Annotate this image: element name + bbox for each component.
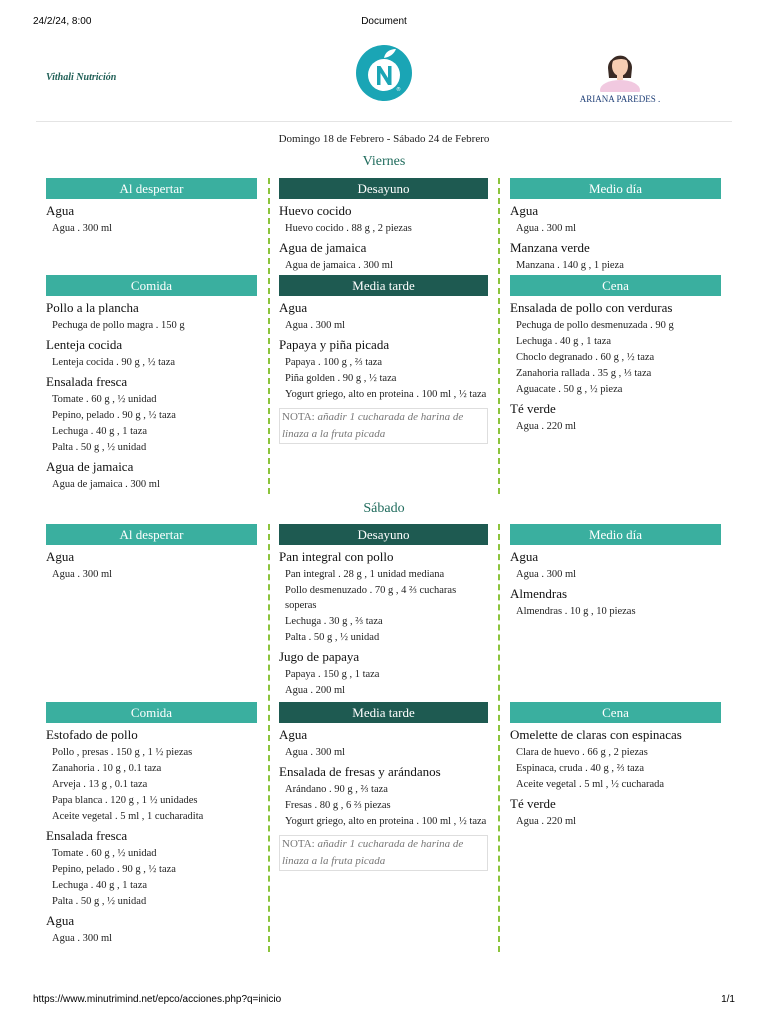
date-range: Domingo 18 de Febrero - Sábado 24 de Febrero — [278, 133, 490, 145]
ingredient: Aguacate . 50 g , ½ pieza — [516, 384, 623, 395]
user-profile[interactable] — [570, 44, 670, 104]
ingredient: Lenteja cocida . 90 g , ½ taza — [52, 357, 176, 368]
food-name: Jugo de papaya — [279, 649, 360, 664]
print-title: Document — [361, 16, 407, 27]
ingredient: Papaya . 150 g , 1 taza — [285, 669, 380, 680]
print-url: https://www.minutrimind.net/epco/acciones.php?q=inicio — [33, 994, 282, 1005]
food-name: Ensalada fresca — [46, 828, 128, 843]
meal-header: Medio día — [510, 178, 721, 199]
ingredient: Espinaca, cruda . 40 g , ⅔ taza — [516, 763, 644, 774]
meal-comida — [46, 702, 257, 946]
ingredient: Pepino, pelado . 90 g , ½ taza — [52, 410, 176, 421]
ingredient: Lechuga . 40 g , 1 taza — [52, 426, 148, 437]
food-name: Omelette de claras con espinacas — [510, 727, 682, 742]
day-title: Viernes — [362, 154, 406, 169]
food-name: Estofado de pollo — [46, 727, 138, 742]
column-divider — [268, 524, 270, 952]
ingredient: Almendras . 10 g , 10 piezas — [516, 606, 636, 617]
ingredient: Fresas . 80 g , 6 ⅔ piezas — [285, 800, 391, 811]
meal-al-despertar — [46, 178, 257, 236]
meal-medio-dia — [510, 178, 721, 273]
food-name: Lenteja cocida — [46, 337, 123, 352]
food-name: Papaya y piña picada — [279, 337, 390, 352]
meal-header: Media tarde — [279, 702, 488, 723]
meal-media-tarde — [279, 702, 488, 871]
ingredient: Aceite vegetal . 5 ml , ½ cucharada — [516, 779, 665, 790]
food-name: Ensalada de fresas y arándanos — [279, 764, 441, 779]
food-name: Agua — [46, 203, 75, 218]
ingredient: Papaya . 100 g , ⅔ taza — [285, 357, 383, 368]
ingredient: Piña golden . 90 g , ½ taza — [285, 373, 397, 384]
meal-header: Desayuno — [279, 524, 488, 545]
food-name: Manzana verde — [510, 240, 590, 255]
ingredient: Pollo desmenuzado . 70 g , 4 ⅔ cucharas soperas — [285, 585, 457, 611]
food-name: Té verde — [510, 796, 556, 811]
ingredient: Tomate . 60 g , ½ unidad — [52, 848, 157, 859]
meal-desayuno — [279, 178, 488, 273]
meal-media-tarde — [279, 275, 488, 444]
note-label: NOTA: — [282, 411, 315, 423]
ingredient: Lechuga . 40 g , 1 taza — [516, 336, 612, 347]
note-text: añadir 1 cucharada de harina de linaza a la fruta picada — [282, 838, 464, 867]
avatar — [595, 44, 645, 92]
food-name: Agua — [510, 203, 539, 218]
ingredient: Tomate . 60 g , ½ unidad — [52, 394, 157, 405]
header-divider — [36, 121, 732, 122]
print-header — [33, 16, 735, 30]
meal-desayuno — [279, 524, 488, 698]
ingredient: Agua de jamaica . 300 ml — [285, 260, 393, 271]
ingredient: Agua . 300 ml — [516, 569, 577, 580]
ingredient: Agua . 300 ml — [285, 320, 346, 331]
food-name: Almendras — [510, 586, 568, 601]
column-divider — [498, 524, 500, 952]
ingredient: Agua . 300 ml — [52, 933, 113, 944]
food-name: Té verde — [510, 401, 556, 416]
meal-note — [279, 835, 488, 871]
meal-header: Al despertar — [46, 524, 257, 545]
ingredient: Lechuga . 40 g , 1 taza — [52, 880, 148, 891]
meal-header: Comida — [46, 702, 257, 723]
ingredient: Pepino, pelado . 90 g , ½ taza — [52, 864, 176, 875]
ingredient: Agua . 300 ml — [516, 223, 577, 234]
column-divider — [268, 178, 270, 494]
ingredient: Agua . 200 ml — [285, 685, 346, 696]
ingredient: Agua . 300 ml — [285, 747, 346, 758]
food-name: Agua — [279, 300, 308, 315]
ingredient: Zanahoria rallada . 35 g , ⅓ taza — [516, 368, 652, 379]
meal-cena — [510, 702, 721, 829]
ingredient: Agua . 300 ml — [52, 569, 113, 580]
svg-text:®: ® — [396, 87, 401, 93]
ingredient: Clara de huevo . 66 g , 2 piezas — [516, 747, 648, 758]
ingredient: Huevo cocido . 88 g , 2 piezas — [285, 223, 412, 234]
print-footer — [33, 994, 735, 1008]
ingredient: Agua . 220 ml — [516, 816, 577, 827]
meal-header: Cena — [510, 702, 721, 723]
ingredient: Yogurt griego, alto en proteina . 100 ml , ½ taza — [285, 816, 487, 827]
ingredient: Agua . 300 ml — [52, 223, 113, 234]
ingredient: Arveja . 13 g , 0.1 taza — [52, 779, 148, 790]
ingredient: Agua . 220 ml — [516, 421, 577, 432]
ingredient: Agua de jamaica . 300 ml — [52, 479, 160, 490]
brand-name: Vithali Nutrición — [46, 72, 117, 83]
ingredient: Pollo , presas . 150 g , 1 ½ piezas — [52, 747, 193, 758]
ingredient: Manzana . 140 g , 1 pieza — [516, 260, 624, 271]
ingredient: Palta . 50 g , ½ unidad — [52, 442, 147, 453]
meal-header: Cena — [510, 275, 721, 296]
print-page-number: 1/1 — [721, 994, 735, 1005]
note-label: NOTA: — [282, 838, 315, 850]
food-name: Agua de jamaica — [279, 240, 367, 255]
meal-header: Desayuno — [279, 178, 488, 199]
meal-header: Media tarde — [279, 275, 488, 296]
ingredient: Lechuga . 30 g , ⅔ taza — [285, 616, 383, 627]
food-name: Agua — [46, 549, 75, 564]
meal-note — [279, 408, 488, 444]
meal-header: Medio día — [510, 524, 721, 545]
ingredient: Pechuga de pollo desmenuzada . 90 g — [516, 320, 674, 331]
meal-header: Comida — [46, 275, 257, 296]
ingredient: Palta . 50 g , ½ unidad — [52, 896, 147, 907]
food-name: Ensalada fresca — [46, 374, 128, 389]
food-name: Agua — [46, 913, 75, 928]
food-name: Pan integral con pollo — [279, 549, 394, 564]
ingredient: Pechuga de pollo magra . 150 g — [52, 320, 185, 331]
food-name: Huevo cocido — [279, 203, 352, 218]
food-name: Agua — [510, 549, 539, 564]
ingredient: Palta . 50 g , ½ unidad — [285, 632, 380, 643]
meal-medio-dia — [510, 524, 721, 619]
meal-header: Al despertar — [46, 178, 257, 199]
print-date: 24/2/24, 8:00 — [33, 16, 92, 27]
note-text: añadir 1 cucharada de harina de linaza a la fruta picada — [282, 411, 464, 440]
day-title: Sábado — [363, 501, 405, 516]
column-divider — [498, 178, 500, 494]
ingredient: Papa blanca . 120 g , 1 ½ unidades — [52, 795, 198, 806]
meal-comida — [46, 275, 257, 492]
meal-al-despertar — [46, 524, 257, 582]
user-name: ARIANA PAREDES . — [579, 94, 661, 104]
food-name: Agua — [279, 727, 308, 742]
nutrition-n-logo-icon — [352, 42, 416, 102]
ingredient: Choclo degranado . 60 g , ½ taza — [516, 352, 655, 363]
ingredient: Aceite vegetal . 5 ml , 1 cucharadita — [52, 811, 204, 822]
meal-cena — [510, 275, 721, 434]
food-name: Agua de jamaica — [46, 459, 134, 474]
ingredient: Arándano . 90 g , ⅔ taza — [285, 784, 388, 795]
ingredient: Zanahoria . 10 g , 0.1 taza — [52, 763, 162, 774]
ingredient: Pan integral . 28 g , 1 unidad mediana — [285, 569, 445, 580]
food-name: Ensalada de pollo con verduras — [510, 300, 673, 315]
ingredient: Yogurt griego, alto en proteina . 100 ml , ½ taza — [285, 389, 487, 400]
food-name: Pollo a la plancha — [46, 300, 139, 315]
